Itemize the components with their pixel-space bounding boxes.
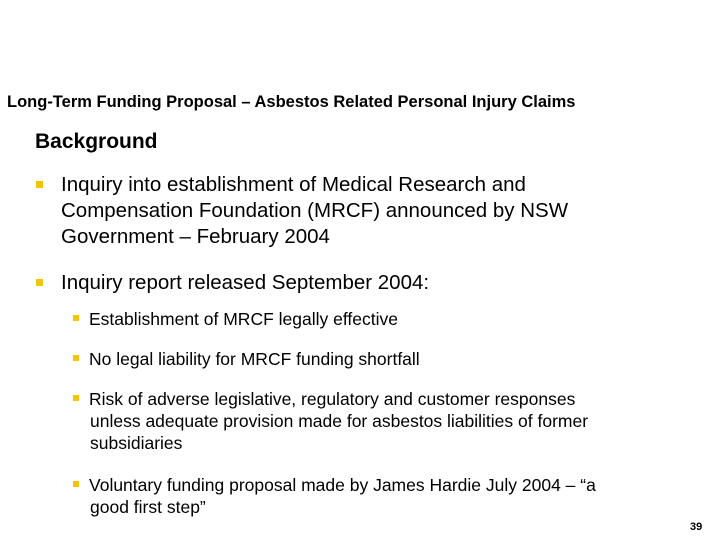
bullet-line: Inquiry into establishment of Medical Research and — [61, 173, 526, 196]
bullet-line: Government – February 2004 — [61, 225, 330, 248]
sub-bullet-square-icon — [73, 355, 79, 361]
sub-bullet-line: Establishment of MRCF legally effective — [89, 309, 398, 329]
sub-bullet-no-liability — [89, 348, 420, 370]
bullet-square-icon — [36, 181, 43, 188]
section-heading: Background — [35, 130, 158, 153]
page-number: 39 — [690, 521, 703, 533]
slide-title: Long-Term Funding Proposal – Asbestos Related Personal Injury Claims — [7, 93, 576, 111]
sub-bullet-square-icon — [73, 481, 79, 487]
sub-bullet-voluntary-proposal — [89, 474, 596, 518]
sub-bullet-line: Risk of adverse legislative, regulatory and customer responses — [89, 389, 576, 409]
header-band — [0, 0, 720, 84]
sub-bullet-line: subsidiaries — [90, 433, 183, 453]
bullet-square-icon — [36, 279, 43, 286]
sub-bullet-line: good first step” — [90, 497, 206, 517]
bullet-inquiry-establishment — [61, 172, 568, 250]
sub-bullet-square-icon — [73, 395, 79, 401]
sub-bullet-square-icon — [73, 315, 79, 321]
sub-bullet-line: Voluntary funding proposal made by James Hardie July 2004 – “a — [89, 475, 596, 495]
bullet-line: Inquiry report released September 2004: — [61, 271, 430, 294]
sub-bullet-mrcf-effective — [89, 308, 398, 330]
sub-bullet-risk-adverse — [89, 388, 588, 454]
bullet-line: Compensation Foundation (MRCF) announced by NSW — [61, 199, 569, 222]
bullet-inquiry-report — [61, 270, 429, 296]
sub-bullet-line: No legal liability for MRCF funding shortfall — [89, 349, 420, 369]
sub-bullet-line: unless adequate provision made for asbestos liabilities of former — [90, 411, 589, 431]
